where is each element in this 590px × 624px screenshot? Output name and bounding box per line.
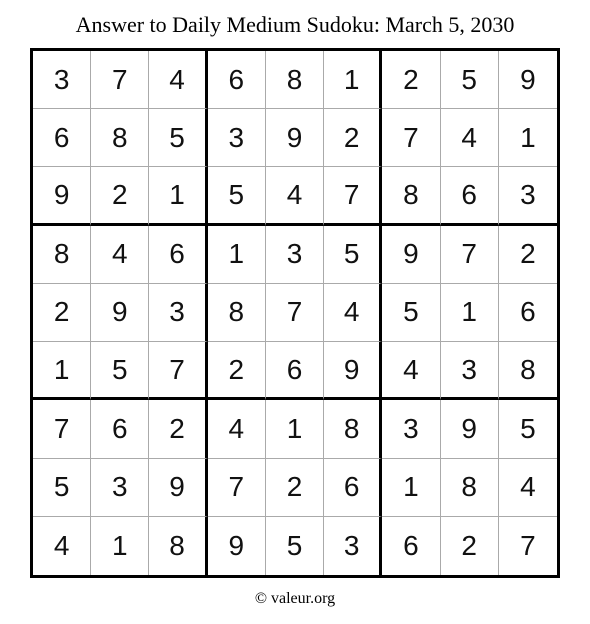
sudoku-cell: 8 xyxy=(266,51,324,109)
sudoku-cell: 1 xyxy=(324,51,382,109)
sudoku-cell: 7 xyxy=(91,51,149,109)
sudoku-cell: 3 xyxy=(208,109,266,167)
sudoku-cell: 2 xyxy=(382,51,440,109)
sudoku-cell: 6 xyxy=(382,517,440,575)
sudoku-cell: 5 xyxy=(33,459,91,517)
sudoku-cell: 6 xyxy=(33,109,91,167)
sudoku-cell: 5 xyxy=(324,226,382,284)
sudoku-cell: 4 xyxy=(91,226,149,284)
sudoku-cell: 2 xyxy=(33,284,91,342)
sudoku-cell: 2 xyxy=(208,342,266,400)
sudoku-cell: 9 xyxy=(441,400,499,458)
sudoku-cell: 9 xyxy=(324,342,382,400)
sudoku-cell: 4 xyxy=(208,400,266,458)
sudoku-cell: 4 xyxy=(324,284,382,342)
sudoku-cell: 3 xyxy=(324,517,382,575)
sudoku-cell: 1 xyxy=(91,517,149,575)
sudoku-cell: 3 xyxy=(33,51,91,109)
copyright-footer: © valeur.org xyxy=(254,590,336,607)
sudoku-cell: 7 xyxy=(520,529,536,561)
sudoku-cell: 7 xyxy=(33,400,91,458)
sudoku-cell: 5 xyxy=(382,284,440,342)
sudoku-cell: 8 xyxy=(441,459,499,517)
page-title: Answer to Daily Medium Sudoku: March 5, 2030 xyxy=(75,12,515,37)
sudoku-cell: 8 xyxy=(324,400,382,458)
sudoku-cell: 1 xyxy=(499,109,557,167)
sudoku-cell: 9 xyxy=(208,517,266,575)
sudoku-cell: 1 xyxy=(441,284,499,342)
sudoku-cell: 3 xyxy=(91,459,149,517)
sudoku-cell: 1 xyxy=(266,400,324,458)
sudoku-cell: 1 xyxy=(208,226,266,284)
sudoku-cell: 9 xyxy=(499,51,557,109)
sudoku-cell: 5 xyxy=(441,51,499,109)
sudoku-cell: 9 xyxy=(266,109,324,167)
sudoku-cell: 9 xyxy=(382,226,440,284)
sudoku-cell: 3 xyxy=(266,226,324,284)
sudoku-cell: 5 xyxy=(91,342,149,400)
sudoku-cell: 6 xyxy=(441,167,499,225)
sudoku-cell: 3 xyxy=(499,167,557,225)
sudoku-cell: 8 xyxy=(499,342,557,400)
sudoku-cell: 8 xyxy=(91,109,149,167)
sudoku-cell: 1 xyxy=(382,459,440,517)
sudoku-cell: 2 xyxy=(266,459,324,517)
sudoku-board xyxy=(30,48,560,578)
sudoku-cell: 5 xyxy=(208,167,266,225)
sudoku-cell: 5 xyxy=(266,517,324,575)
sudoku-cell: 6 xyxy=(149,226,207,284)
sudoku-cell: 3 xyxy=(149,284,207,342)
sudoku-cell: 8 xyxy=(382,167,440,225)
sudoku-cell: 2 xyxy=(324,109,382,167)
sudoku-cell: 7 xyxy=(324,167,382,225)
sudoku-cell: 4 xyxy=(33,517,91,575)
sudoku-cell: 4 xyxy=(499,459,557,517)
sudoku-cell: 6 xyxy=(499,284,557,342)
sudoku-cell: 9 xyxy=(149,459,207,517)
sudoku-cell: 2 xyxy=(149,400,207,458)
sudoku-cell: 8 xyxy=(149,517,207,575)
sudoku-cell: 1 xyxy=(149,167,207,225)
sudoku-cell: 6 xyxy=(266,342,324,400)
sudoku-cell: 4 xyxy=(441,109,499,167)
sudoku-cell: 9 xyxy=(91,284,149,342)
sudoku-cell: 5 xyxy=(499,400,557,458)
sudoku-cell: 3 xyxy=(441,342,499,400)
sudoku-cell: 7 xyxy=(208,459,266,517)
sudoku-cell: 7 xyxy=(382,109,440,167)
sudoku-cell: 6 xyxy=(324,459,382,517)
sudoku-cell: 3 xyxy=(382,400,440,458)
sudoku-cell: 5 xyxy=(149,109,207,167)
sudoku-cell: 8 xyxy=(208,284,266,342)
sudoku-cell: 7 xyxy=(149,342,207,400)
sudoku-cell: 6 xyxy=(208,51,266,109)
sudoku-cell: 8 xyxy=(33,226,91,284)
sudoku-cell: 4 xyxy=(149,51,207,109)
sudoku-cell: 4 xyxy=(382,342,440,400)
sudoku-cell: 6 xyxy=(91,400,149,458)
sudoku-cell: 1 xyxy=(33,342,91,400)
sudoku-cell: 7 xyxy=(266,284,324,342)
sudoku-cell: 7 xyxy=(441,226,499,284)
sudoku-cell: 2 xyxy=(441,517,499,575)
sudoku-cell: 2 xyxy=(91,167,149,225)
sudoku-cell: 2 xyxy=(499,226,557,284)
sudoku-cell: 9 xyxy=(33,167,91,225)
sudoku-cell: 4 xyxy=(266,167,324,225)
